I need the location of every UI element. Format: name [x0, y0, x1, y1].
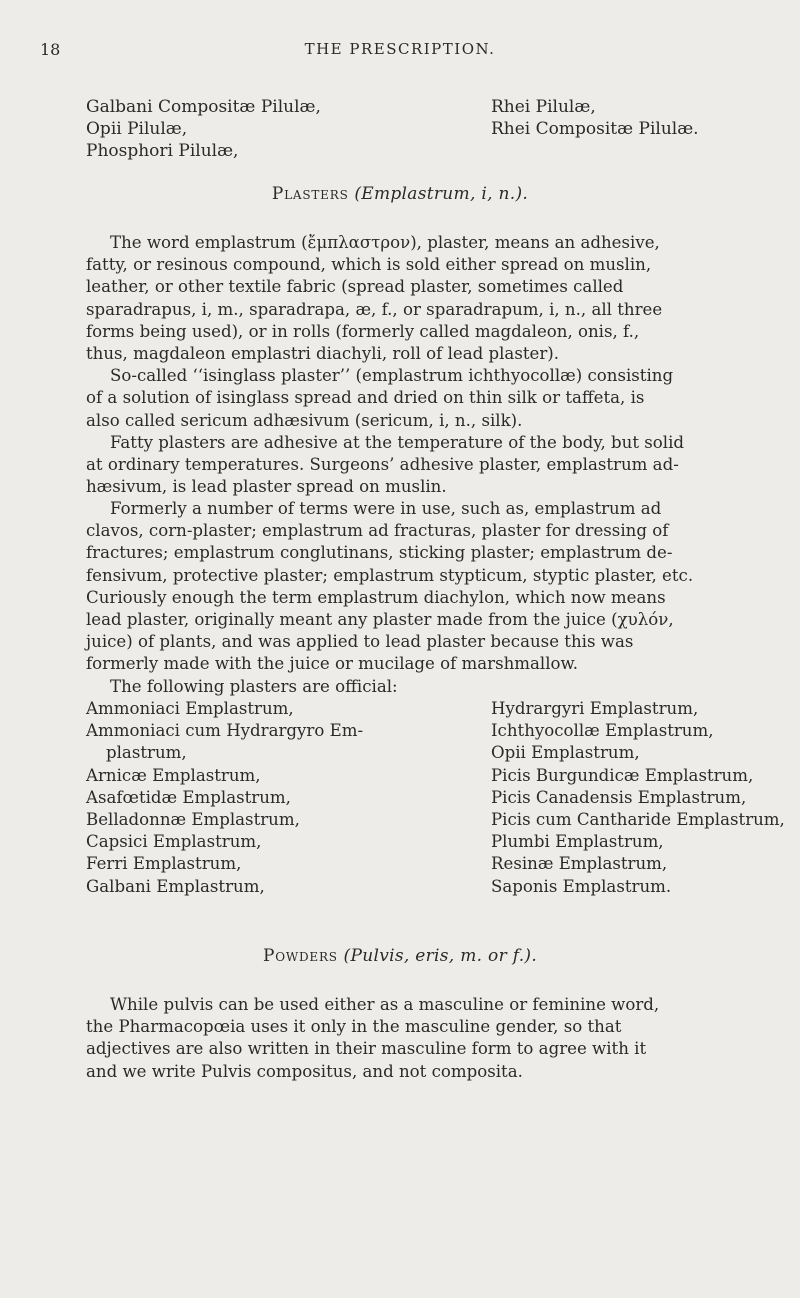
- text-line: sparadrapus, i, m., sparadrapa, æ, f., or sparadrapum, i, n., all three: [86, 299, 663, 319]
- list-item: Opii Pilulæ,: [86, 119, 188, 139]
- list-item: Opii Emplastrum,: [491, 743, 640, 763]
- text-line: clavos, corn-plaster; emplastrum ad fracturas, plaster for dressing of: [86, 521, 669, 541]
- list-item: Phosphori Pilulæ,: [86, 141, 239, 161]
- pills-left-column: [86, 96, 491, 162]
- plasters-paragraph-3: [86, 498, 762, 676]
- official-intro: [86, 676, 762, 698]
- plasters-paragraph-2: [86, 432, 762, 499]
- text-line: Formerly a number of terms were in use, such as, emplastrum ad: [110, 499, 662, 518]
- text-line: fractures; emplastrum conglutinans, sticking plaster; emplastrum de-: [86, 543, 673, 563]
- text-line: and we write Pulvis compositus, and not composita.: [86, 1061, 523, 1081]
- list-item: Hydrargyri Emplastrum,: [491, 699, 699, 718]
- plasters-heading: [0, 184, 800, 204]
- list-item: Plumbi Emplastrum,: [491, 832, 664, 852]
- list-item: Picis cum Cantharide Emplastrum,: [491, 810, 785, 830]
- list-item: Picis Burgundicæ Emplastrum,: [491, 765, 754, 785]
- text-line: fensivum, protective plaster; emplastrum stypticum, styptic plaster, etc.: [86, 565, 694, 585]
- list-item: Capsici Emplastrum,: [86, 832, 262, 852]
- list-item: Arnicæ Emplastrum,: [86, 765, 261, 785]
- list-item: Asafœtidæ Emplastrum,: [86, 787, 291, 807]
- page-header: [0, 40, 800, 70]
- text-line: adjectives are also written in their masculine form to agree with it: [86, 1039, 647, 1059]
- text-line: Fatty plasters are adhesive at the temperature of the body, but solid: [110, 433, 685, 452]
- running-head: THE PRESCRIPTION.: [304, 40, 496, 58]
- list-item: plastrum,: [106, 743, 187, 763]
- page-number: 18: [40, 40, 61, 59]
- list-item: Belladonnæ Emplastrum,: [86, 810, 300, 830]
- powders-heading: [0, 946, 800, 966]
- list-item: Rhei Compositæ Pilulæ.: [491, 119, 699, 139]
- list-item: Ichthyocollæ Emplastrum,: [491, 721, 714, 741]
- text-line: So-called ‘‘isinglass plaster’’ (emplastrum ichthyocollæ) consisting: [110, 366, 674, 386]
- list-item: Ferri Emplastrum,: [86, 854, 242, 874]
- text-line: leather, or other textile fabric (spread plaster, sometimes called: [86, 277, 624, 297]
- list-item: Rhei Pilulæ,: [491, 97, 596, 117]
- plasters-heading-word: Plasters: [271, 184, 349, 204]
- text-line: While pulvis can be used either as a masculine or feminine word,: [110, 995, 660, 1014]
- text-line: hæsivum, is lead plaster spread on muslin.: [86, 477, 447, 497]
- text-line: formerly made with the juice or mucilage of marshmallow.: [86, 654, 579, 674]
- text-line: lead plaster, originally meant any plaster made from the juice (χυλόν,: [86, 610, 674, 630]
- list-item: Ammoniaci cum Hydrargyro Em-: [86, 721, 364, 741]
- text-line: The following plasters are official:: [110, 677, 398, 696]
- text-line: fatty, or resinous compound, which is sold either spread on muslin,: [86, 255, 652, 275]
- list-item: Picis Canadensis Emplastrum,: [491, 787, 747, 807]
- text-line: Curiously enough the term emplastrum diachylon, which now means: [86, 587, 666, 607]
- text-line: at ordinary temperatures. Surgeons’ adhesive plaster, emplastrum ad-: [86, 455, 679, 475]
- plasters-paragraph-1: [86, 232, 762, 432]
- powders-paragraph: [86, 994, 762, 1083]
- list-item: Resinæ Emplastrum,: [491, 854, 668, 874]
- text-line: thus, magdaleon emplastri diachyli, roll of lead plaster).: [86, 344, 560, 364]
- pills-list: [86, 96, 766, 162]
- text-line: the Pharmacopœia uses it only in the masculine gender, so that: [86, 1017, 622, 1037]
- text-line: also called sericum adhæsivum (sericum, i, n., silk).: [86, 410, 523, 430]
- text-line: of a solution of isinglass spread and dried on thin silk or taffeta, is: [86, 388, 645, 408]
- text-line: juice) of plants, and was applied to lead plaster because this was: [86, 632, 634, 652]
- official-right-column: [491, 698, 785, 898]
- list-item: Saponis Emplastrum.: [491, 876, 672, 896]
- list-item: Galbani Emplastrum,: [86, 876, 265, 896]
- list-item: Ammoniaci Emplastrum,: [86, 699, 294, 718]
- official-plasters-list: [86, 698, 785, 898]
- text-line: The word emplastrum (ἔμπλαστρον), plaster, means an adhesive,: [110, 233, 660, 252]
- text-line: forms being used), or in rolls (formerly called magdaleon, onis, f.,: [86, 321, 640, 341]
- pills-right-column: [491, 96, 761, 162]
- powders-heading-latin: (Pulvis, eris, m. or f.).: [343, 946, 538, 966]
- official-left-column: [86, 698, 491, 898]
- plasters-heading-latin: (Emplastrum, i, n.).: [354, 184, 529, 204]
- list-item: Galbani Compositæ Pilulæ,: [86, 97, 321, 117]
- powders-heading-word: Powders: [262, 946, 338, 966]
